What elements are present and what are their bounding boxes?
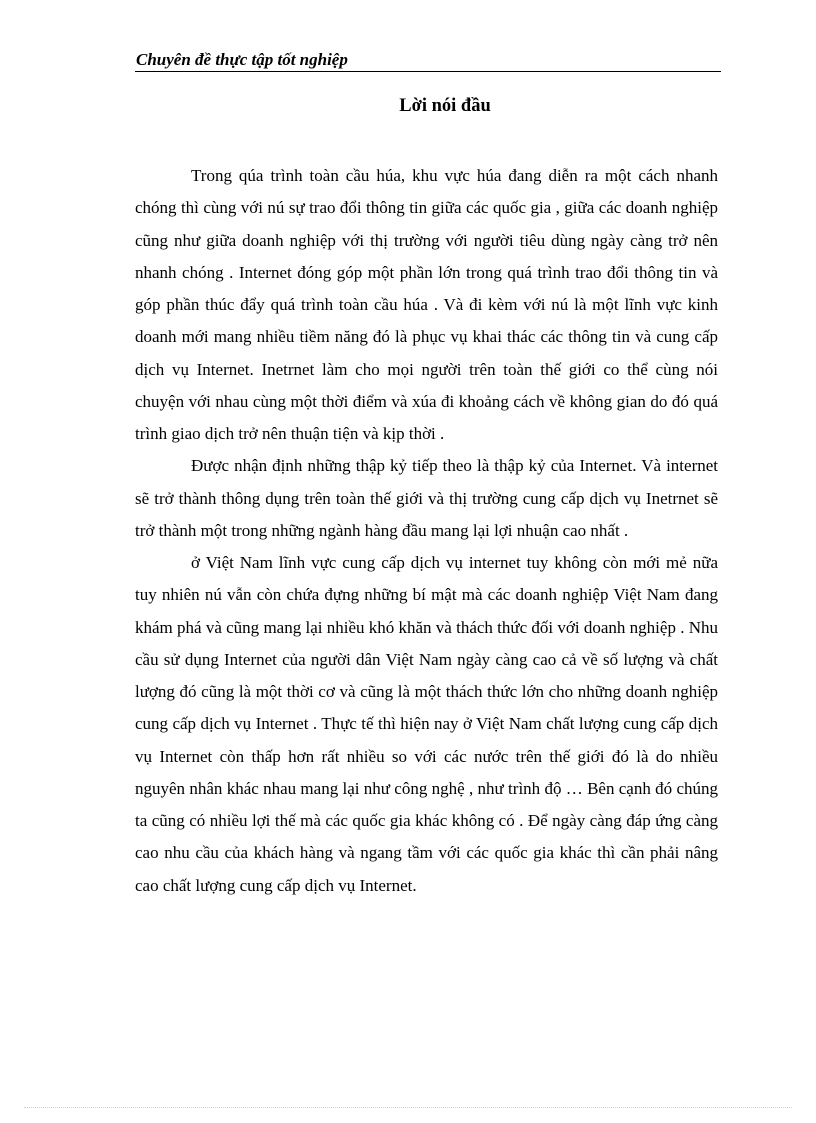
paragraph: ở Việt Nam lĩnh vực cung cấp dịch vụ internet tuy không còn mới mẻ nữa tuy nhiên nú vẫn còn chứa đựng những bí mật mà các doanh nghiệp Việt Nam đang khám phá và cũng mang lại nhiều khó khăn và thách thức đối với doanh nghiệp . Nhu cầu sử dụng Internet của người dân Việt Nam ngày càng cao cả về số lượng và chất lượng đó cũng là một thời cơ và cũng là một thách thức lớn cho những doanh nghiệp cung cấp dịch vụ Internet . Thực tế thì hiện nay ở Việt Nam chất lượng cung cấp dịch vụ Internet còn thấp hơn rất nhiều so với các nước trên thế giới đó là do nhiều nguyên nhân khác nhau mang lại như công nghệ , như trình độ … Bên cạnh đó chúng ta cũng có nhiều lợi thế mà các quốc gia khác không có . Để ngày càng đáp ứng càng cao nhu cầu của khách hàng và ngang tầm với các quốc gia khác thì cần phải nâng cao chất lượng cung cấp dịch vụ Internet.: [135, 553, 718, 895]
paragraph: Được nhận định những thập kỷ tiếp theo là thập kỷ của Internet. Và internet sẽ trở thành thông dụng trên toàn thế giới và thị trường cung cấp dịch vụ Inetrnet sẽ trở thành một trong những ngành hàng đầu mang lại lợi nhuận cao nhất .: [135, 456, 718, 540]
page-header: [135, 49, 721, 72]
document-body: [135, 160, 718, 902]
header-title: Chuyên đề thực tập tốt nghiệp: [136, 50, 348, 69]
page-title: Lời nói đầu: [399, 96, 491, 116]
page-bottom-border: [24, 1107, 792, 1108]
paragraph: Trong qúa trình toàn cầu húa, khu vực húa đang diễn ra một cách nhanh chóng thì cùng với nú sự trao đổi thông tin giữa các quốc gia , giữa các doanh nghiệp cũng như giữa doanh nghiệp với thị trường với người tiêu dùng ngày càng trở nên nhanh chóng . Internet đóng góp một phần lớn trong quá trình trao đổi thông tin và góp phần thúc đẩy quá trình toàn cầu húa . Và đi kèm với nú là một lĩnh vực kinh doanh mới mang nhiều tiềm năng đó là phục vụ khai thác các thông tin và cung cấp dịch vụ Internet. Inetrnet làm cho mọi người trên toàn thế giới co thể cùng nói chuyện với nhau cùng một thời điểm và xúa đi khoảng cách về không gian do đó quá trình giao dịch trở nên thuận tiện và kịp thời .: [135, 166, 718, 443]
